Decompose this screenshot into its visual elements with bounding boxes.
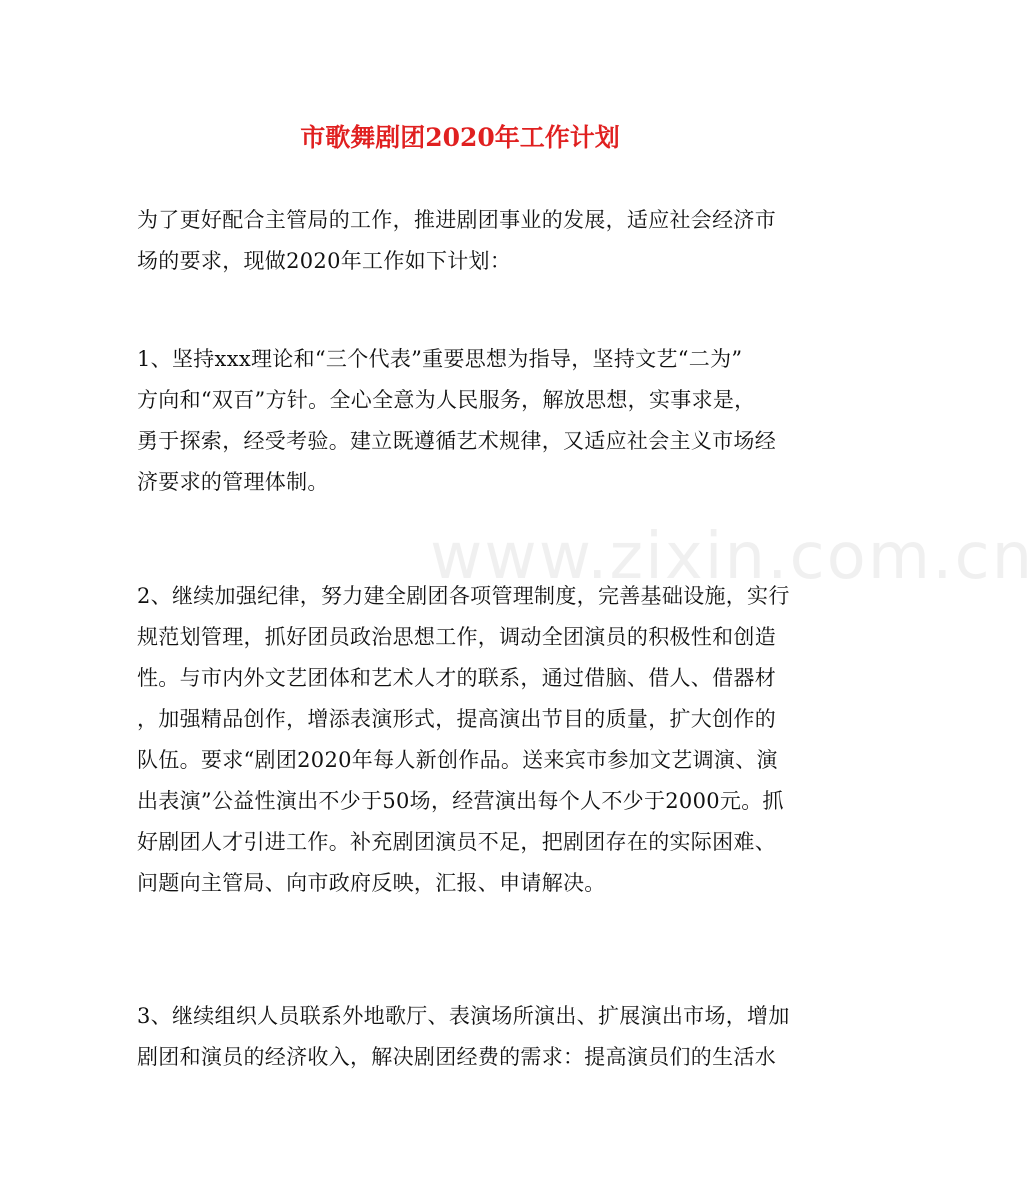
- item-2-paragraph: [137, 576, 790, 904]
- item-1-paragraph: [137, 339, 785, 503]
- text-line: 好剧团人才引进工作。补充剧团演员不足，把剧团存在的实际困难、: [137, 830, 776, 854]
- text-line: 出表演”公益性演出不少于50场，经营演出每个人不少于2000元。抓: [137, 789, 784, 813]
- text-line: 剧团和演员的经济收入，解决剧团经费的需求：提高演员们的生活水: [137, 1045, 776, 1069]
- text-line: 队伍。要求“剧团2020年每人新创作品。送来宾市参加文艺调演、演: [137, 748, 778, 772]
- intro-paragraph: [137, 200, 785, 282]
- text-line: 方向和“双百”方针。全心全意为人民服务，解放思想，实事求是，: [137, 388, 756, 412]
- text-line: 性。与市内外文艺团体和艺术人才的联系，通过借脑、借人、借器材: [137, 666, 776, 690]
- text-line: 场的要求，现做2020年工作如下计划：: [137, 249, 512, 273]
- text-line: 济要求的管理体制。: [137, 470, 329, 494]
- document-title: 市歌舞剧团2020年工作计划: [300, 123, 620, 152]
- text-line: 1、坚持xxx理论和“三个代表”重要思想为指导，坚持文艺“二为”: [137, 347, 743, 371]
- watermark: www.zixin.com.cn: [430, 520, 1034, 594]
- text-line: 勇于探索，经受考验。建立既遵循艺术规律，又适应社会主义市场经: [137, 429, 776, 453]
- text-line: ，加强精品创作，增添表演形式，提高演出节目的质量，扩大创作的: [137, 707, 776, 731]
- text-line: 为了更好配合主管局的工作，推进剧团事业的发展，适应社会经济市: [137, 208, 776, 232]
- item-3-paragraph: [137, 996, 790, 1078]
- text-line: 3、继续组织人员联系外地歌厅、表演场所演出、扩展演出市场，增加: [137, 1004, 790, 1028]
- text-line: 2、继续加强纪律，努力建全剧团各项管理制度，完善基础设施，实行: [137, 584, 790, 608]
- text-line: 问题向主管局、向市政府反映，汇报、申请解决。: [137, 871, 606, 895]
- text-line: 规范划管理，抓好团员政治思想工作，调动全团演员的积极性和创造: [137, 625, 776, 649]
